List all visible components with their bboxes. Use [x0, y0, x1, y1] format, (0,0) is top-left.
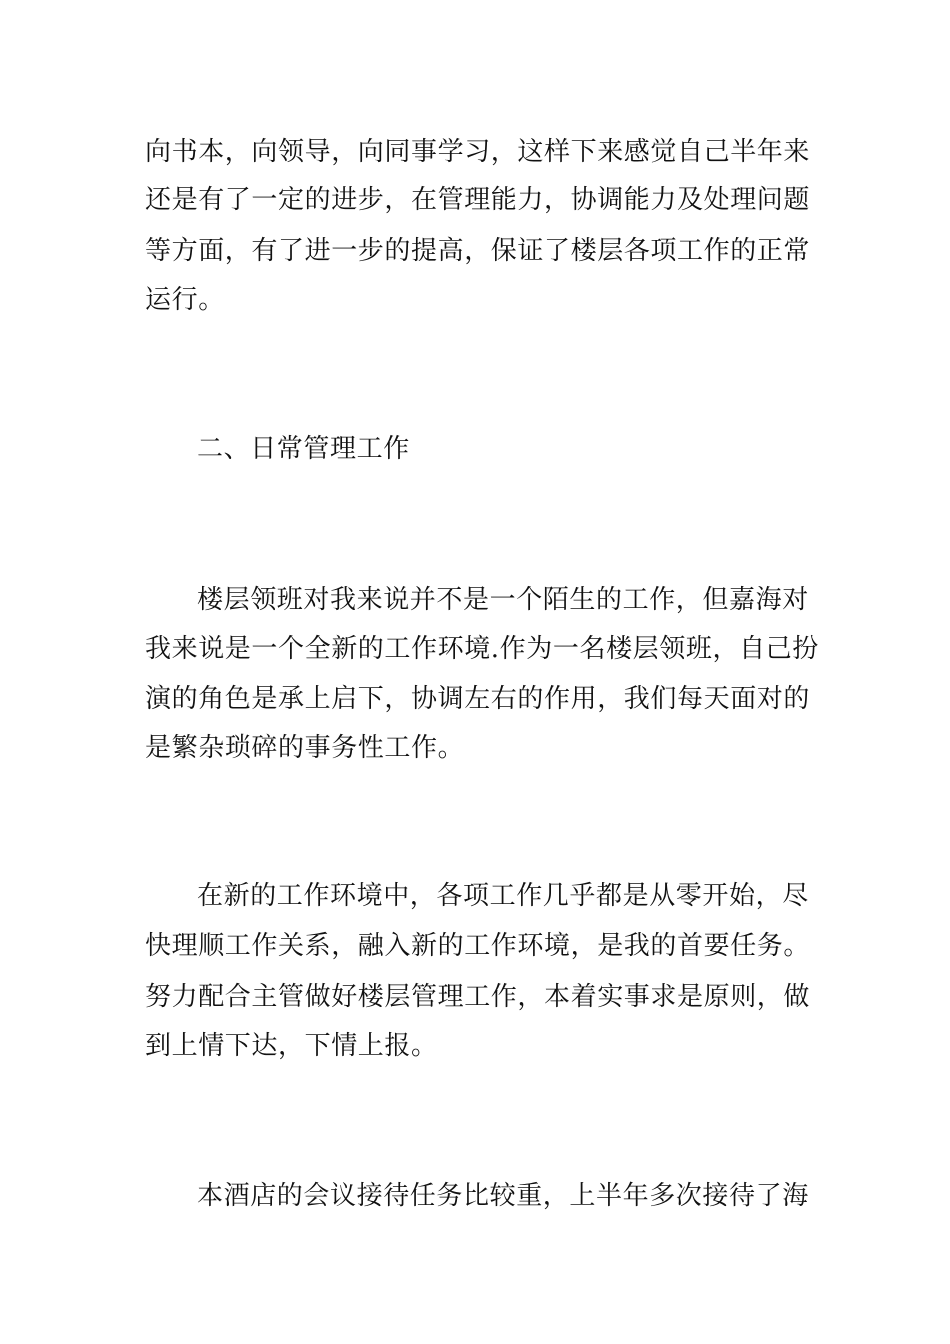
paragraph-line: 在新的工作环境中，各项工作几乎都是从零开始，尽 [197, 881, 809, 911]
paragraph-line: 向书本，向领导，向同事学习，这样下来感觉自己半年来 [145, 137, 811, 167]
paragraph-line: 我来说是一个全新的工作环境.作为一名楼层领班，自己扮 [145, 634, 819, 664]
paragraph-line: 演的角色是承上启下，协调左右的作用，我们每天面对的 [145, 684, 811, 714]
section-heading: 二、日常管理工作 [197, 434, 410, 464]
paragraph-line: 努力配合主管做好楼层管理工作，本着实事求是原则，做 [145, 982, 811, 1012]
paragraph-line: 运行。 [145, 285, 225, 315]
paragraph-line: 快理顺工作关系，融入新的工作环境，是我的首要任务。 [145, 931, 811, 961]
paragraph-line: 是繁杂琐碎的事务性工作。 [145, 733, 465, 763]
paragraph-line: 还是有了一定的进步，在管理能力，协调能力及处理问题 [145, 185, 811, 215]
paragraph-line: 到上情下达，下情上报。 [145, 1031, 438, 1061]
paragraph-line: 本酒店的会议接待任务比较重，上半年多次接待了海 [197, 1181, 809, 1211]
paragraph-line: 楼层领班对我来说并不是一个陌生的工作，但嘉海对 [197, 585, 809, 615]
paragraph-line: 等方面，有了进一步的提高，保证了楼层各项工作的正常 [145, 236, 811, 266]
